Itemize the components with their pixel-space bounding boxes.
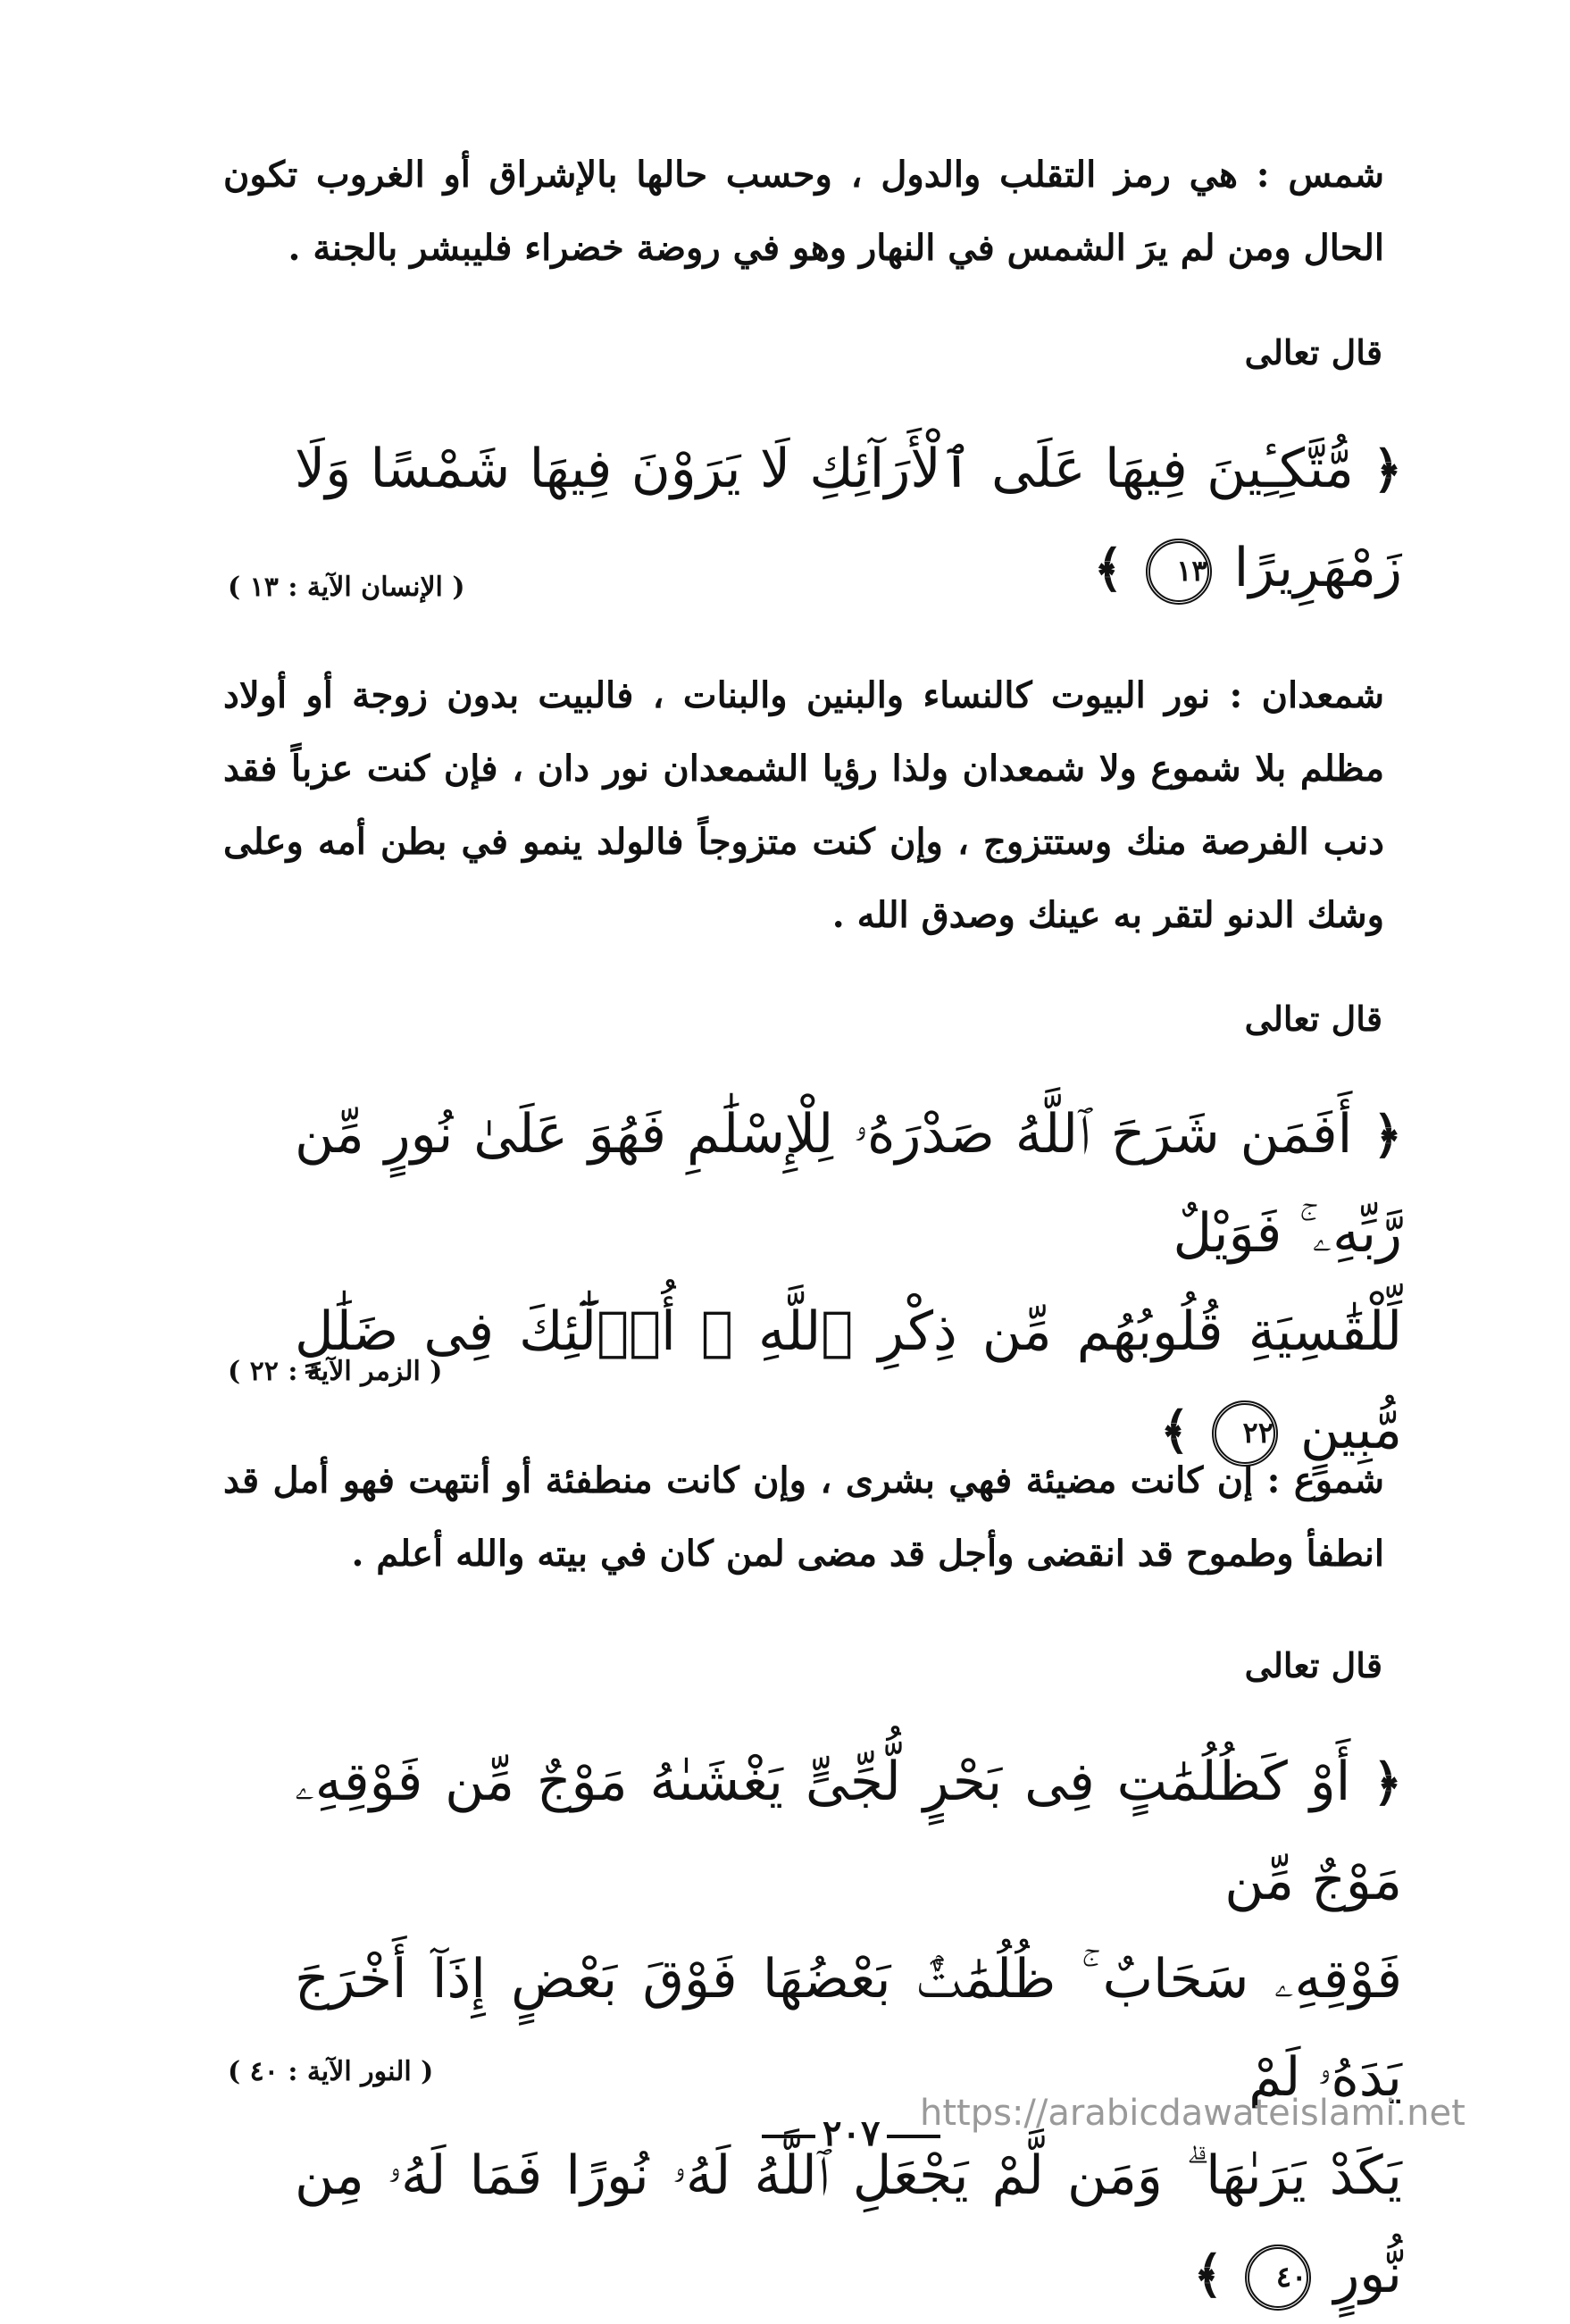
- paragraph-shumu-text: : إن كانت مضيئة فهي بشرى ، وإن كانت منطفئة أو أنتهت فهو أمل قد انطفأ وطموح قد انقضى وأجل قد مضى لمن كان في بيته والله أعلم .: [223, 1459, 1384, 1575]
- ayah-number-mark: ١٣: [1146, 539, 1212, 605]
- page-number-dash-right: [762, 2135, 815, 2138]
- verse-close-bracket: ﴾: [1160, 1401, 1190, 1460]
- paragraph-shamadan-text: : نور البيوت كالنساء والبنين والبنات ، فالبيت بدون زوجة أو أولاد مظلم بلا شموع ولا شمعدان ولذا رؤيا الشمعدان نور دان ، فإن كنت عزباً فقد دنب الفرصة منك وستتزوج ، وإن كنت متزوجاً فالولد ينمو في بطن أمه وعلى وشك الدنو لتقر به عينك وصدق الله .: [223, 674, 1384, 936]
- page-number: [755, 2112, 948, 2154]
- label-qala-taala-2: قال تعالى: [1244, 999, 1382, 1039]
- verse-reference-3: ( النور الآية : ٤٠ ): [228, 2056, 434, 2087]
- paragraph-shams-text: : هي رمز التقلب والدول ، وحسب حالها بالإشراق أو الغروب تكون الحال ومن لم يرَ الشمس في النهار وهو في روضة خضراء فليبشر بالجنة .: [223, 154, 1384, 269]
- watermark-url: https://arabicdawateislami.net: [920, 2093, 1466, 2134]
- verse-reference-2: ( الزمر الآية : ٢٢ ): [228, 1356, 443, 1387]
- paragraph-shams: [223, 138, 1384, 285]
- verse-2-line-1: [295, 1085, 1402, 1283]
- verse-3-line-3-text: يَكَدْ يَرَىٰهَا ۗ وَمَن لَّمْ يَجْعَلِ ٱللَّهُ لَهُۥ نُورًا فَمَا لَهُۥ مِن نُّورٍ: [295, 2144, 1402, 2305]
- ayah-number-mark: ٢٢: [1212, 1400, 1278, 1467]
- verse-reference-1: ( الإنسان الآية : ١٣ ): [228, 572, 465, 603]
- verse-2-line-2-text: لِّلْقَٰسِيَةِ قُلُوبُهُم مِّن ذِكْرِ ٱللَّهِ ۚ أُو۟لَٰٓئِكَ فِى ضَلَٰلٍ مُّبِينٍ: [295, 1300, 1402, 1461]
- page-number-dash-left: [887, 2135, 940, 2138]
- verse-open-bracket: ﴿: [1373, 440, 1402, 499]
- paragraph-shumu: [223, 1444, 1384, 1591]
- verse-1-text: مُّتَّكِـِٔينَ فِيهَا عَلَى ٱلْأَرَآئِكِ لَا يَرَوْنَ فِيهَا شَمْسًا وَلَا زَمْهَرِيرًا: [295, 438, 1402, 599]
- term-shumu: شموع: [1293, 1459, 1384, 1501]
- verse-3-line-3: [295, 2127, 1402, 2324]
- ayah-number-mark: ٤٠: [1245, 2245, 1311, 2311]
- term-shamadan: شمعدان: [1261, 674, 1384, 716]
- verse-3-line-1-text: أَوْ كَظُلُمَٰتٍ فِى بَحْرٍ لُّجِّىٍّ يَغْشَىٰهُ مَوْجٌ مِّن فَوْقِهِۦ مَوْجٌ مِّن: [295, 1751, 1402, 1912]
- verse-2-line-1-text: أَفَمَن شَرَحَ ٱللَّهُ صَدْرَهُۥ لِلْإِسْلَٰمِ فَهُوَ عَلَىٰ نُورٍ مِّن رَّبِّهِۦ ۚ فَوَيْلٌ: [295, 1103, 1402, 1265]
- verse-close-bracket: ﴾: [1093, 539, 1123, 598]
- paragraph-shamadan: [223, 659, 1384, 952]
- verse-3-line-1: [295, 1733, 1402, 1930]
- quran-verse-3: [295, 1733, 1402, 2324]
- quran-verse-2: [295, 1085, 1402, 1480]
- label-qala-taala-1: قال تعالى: [1244, 332, 1382, 372]
- verse-open-bracket: ﴿: [1373, 1753, 1402, 1812]
- verse-3-line-2-text: فَوْقِهِۦ سَحَابٌ ۚ ظُلُمَٰتٌۢ بَعْضُهَا فَوْقَ بَعْضٍ إِذَآ أَخْرَجَ يَدَهُۥ لَمْ: [295, 1948, 1402, 2109]
- verse-close-bracket: ﴾: [1193, 2245, 1223, 2304]
- term-shams: شمس: [1288, 154, 1384, 196]
- label-qala-taala-3: قال تعالى: [1244, 1645, 1382, 1685]
- verse-open-bracket: ﴿: [1373, 1106, 1402, 1165]
- page-number-text: ٢٠٧: [823, 2112, 881, 2154]
